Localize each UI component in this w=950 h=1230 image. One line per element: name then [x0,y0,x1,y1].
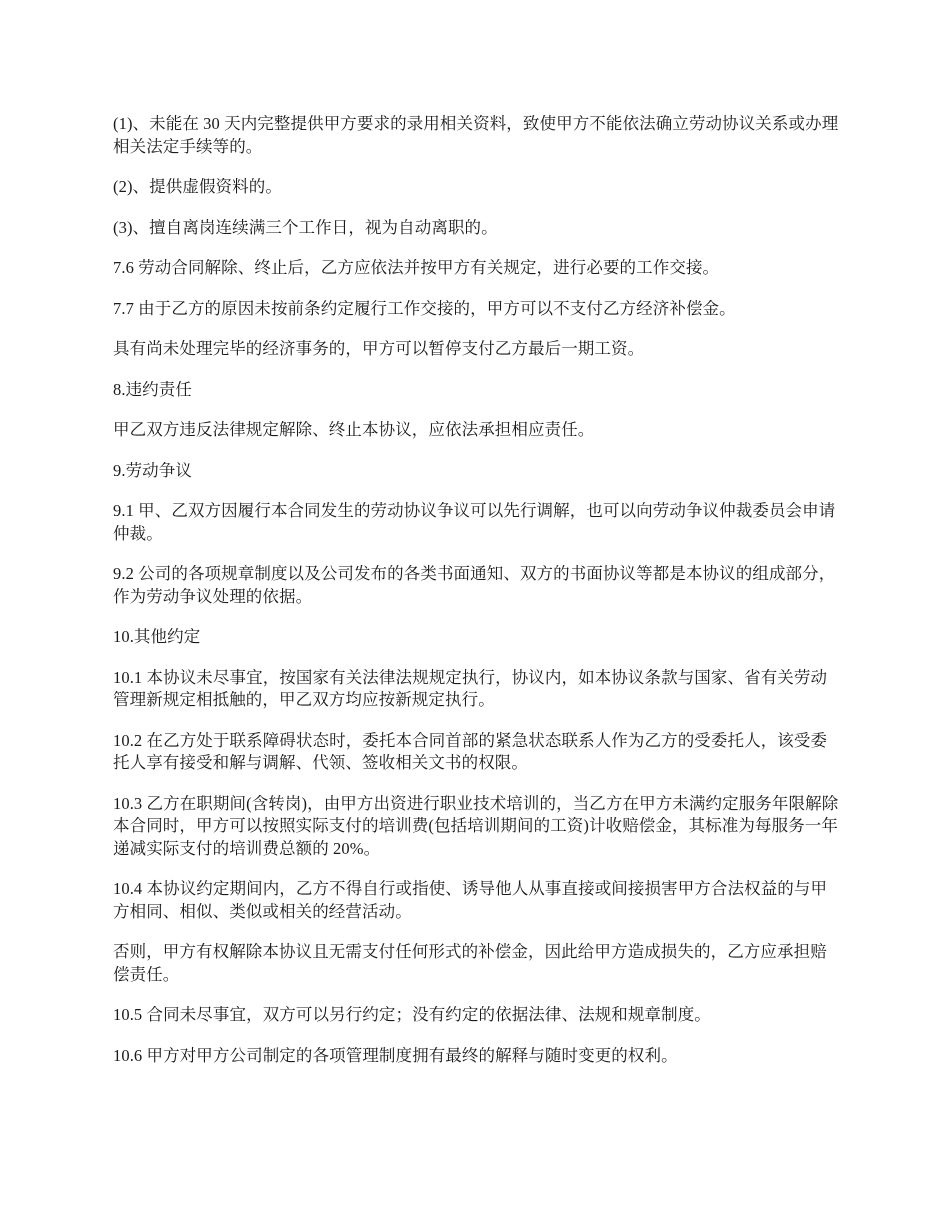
paragraph-7-7: 7.7 由于乙方的原因未按前条约定履行工作交接的，甲方可以不支付乙方经济补偿金。 [113,298,736,318]
section-heading-8: 8.违约责任 [113,379,192,399]
paragraph-dismissal-3: (3)、擅自离岗连续满三个工作日，视为自动离职的。 [113,217,498,237]
paragraph-10-1: 10.1 本协议未尽事宜，按国家有关法律法规规定执行，协议内，如本协议条款与国家、省有关劳动管理新规定相抵触的，甲乙双方均应按新规定执行。 [113,667,828,709]
paragraph-dismissal-2: (2)、提供虚假资料的。 [113,177,282,196]
paragraph-9-2: 9.2 公司的各项规章制度以及公司发布的各类书面通知、双方的书面协议等都是本协议的组成部分，作为劳动争议处理的依据。 [113,564,836,606]
paragraph-10-4: 10.4 本协议约定期间内，乙方不得自行或指使、诱导他人从事直接或间接损害甲方合法权益的与甲方相同、相似、类似或相关的经营活动。 [113,879,828,921]
paragraph-10-5: 10.5 合同未尽事宜，双方可以另行约定；没有约定的依据法律、法规和规章制度。 [113,1005,711,1024]
paragraph-10-4-cont: 否则，甲方有权解除本协议且无需支付任何形式的补偿金，因此给甲方造成损失的，乙方应承担赔偿责任。 [113,942,827,984]
paragraph-8: 甲乙双方违反法律规定解除、终止本协议，应依法承担相应责任。 [113,420,595,439]
paragraph-10-3: 10.3 乙方在职期间(含转岗)，由甲方出资进行职业技术培训的，当乙方在甲方未满约定服务年限解除本合同时，甲方可以按照实际支付的培训费(包括培训期间的工资)计收赔偿金，其标准为每服务一年递减实际支付的培训费总额的 20%。 [113,793,839,858]
document-body [113,113,841,1085]
section-heading-10: 10.其他约定 [113,627,201,646]
paragraph-9-1: 9.1 甲、乙双方因履行本合同发生的劳动协议争议可以先行调解，也可以向劳动争议仲裁委员会申请仲裁。 [113,501,836,543]
paragraph-7-7-cont: 具有尚未处理完毕的经济事务的，甲方可以暂停支付乙方最后一期工资。 [113,339,645,358]
section-heading-9: 9.劳动争议 [113,460,192,480]
paragraph-dismissal-1: (1)、未能在 30 天内完整提供甲方要求的录用相关资料，致使甲方不能依法确立劳动协议关系或办理相关法定手续等的。 [113,114,839,156]
paragraph-10-6: 10.6 甲方对甲方公司制定的各项管理制度拥有最终的解释与随时变更的权利。 [113,1045,678,1065]
paragraph-10-2: 10.2 在乙方处于联系障碍状态时，委托本合同首部的紧急状态联系人作为乙方的受委托人，该受委托人享有接受和解与调解、代领、签收相关文书的权限。 [113,730,828,772]
paragraph-7-6: 7.6 劳动合同解除、终止后，乙方应依法并按甲方有关规定，进行必要的工作交接。 [113,258,720,277]
